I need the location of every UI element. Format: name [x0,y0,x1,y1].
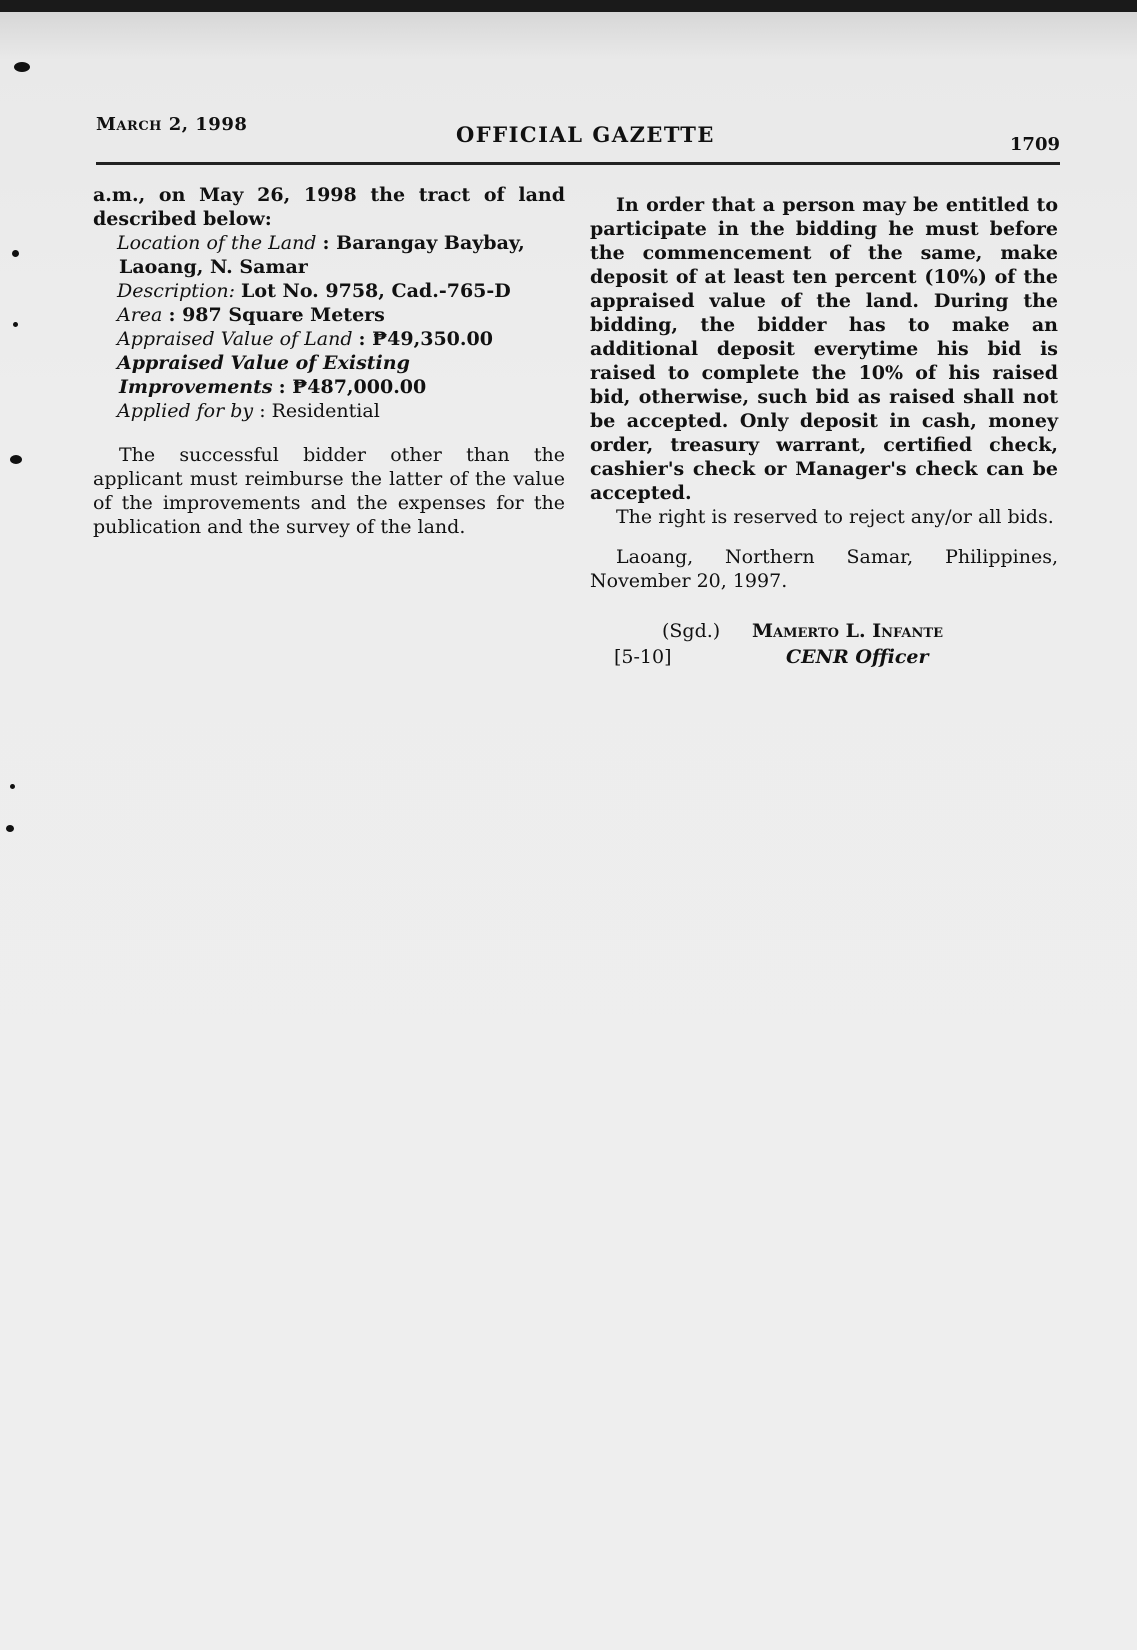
detail-value: : 987 Square Meters [168,304,385,326]
punch-hole-mark [14,62,30,72]
punch-hole-mark [13,322,18,327]
intro-text: a.m., on May 26, 1998 the tract of land described below: [93,184,565,230]
land-detail-item [93,351,565,399]
land-detail-item [93,303,565,327]
punch-hole-mark [10,455,22,464]
detail-label: Area [117,304,163,326]
detail-value: : Residential [259,400,380,422]
reservation-paragraph: The right is reserved to reject any/or all bids. [616,506,1054,528]
land-detail-item [93,231,565,279]
detail-label: Location of the Land [117,232,317,254]
detail-value: : ₱487,000.00 [278,376,427,398]
land-detail-item [93,399,565,423]
detail-value: : ₱49,350.00 [358,328,493,350]
punch-hole-mark [6,825,14,832]
detail-label: Appraised Value of Existing Improvements [117,352,410,398]
publication-code: [5-10] [614,646,672,668]
punch-hole-mark [12,250,19,257]
signed-mark: (Sgd.) [662,620,721,642]
signatory-title: CENR Officer [786,646,929,668]
bidding-deposit-paragraph: In order that a person may be entitled to participate in the bidding he must before the commencement of the same, make deposit of at least ten percent (10%) of the appraised value of the land. During the bidding, the bidder has to make an additional deposit everytime his bid is raised to complete the 10% of his raised bid, otherwise, such bid as raised shall not be accepted. Only deposit in cash, money order, treasury warrant, certified check, cashier's check or Manager's check can be accepted. [590,194,1058,504]
reimbursement-paragraph: The successful bidder other than the applicant must reimburse the latter of the value of the improvements and the expenses for the publication and the survey of the land. [93,444,565,538]
land-detail-item [93,279,565,303]
signature-block [590,619,1058,673]
land-detail-item [93,327,565,351]
detail-value: : Barangay Baybay, Laoang, N. Samar [119,232,525,278]
punch-hole-mark [10,784,15,789]
header-rule [96,162,1060,165]
detail-label: Description: [117,280,235,302]
running-header [96,108,1060,168]
place-date-line: Laoang, Northern Samar, Philippines, November 20, 1997. [590,546,1058,592]
detail-value: Lot No. 9758, Cad.-765-D [241,280,511,302]
page-number: 1709 [1009,134,1060,155]
signatory-name: Mamerto L. Infante [752,620,943,642]
detail-label: Appraised Value of Land [117,328,353,350]
scan-top-border [0,0,1137,12]
left-column [93,183,565,539]
header-date: March 2, 1998 [96,114,248,135]
publication-title: OFFICIAL GAZETTE [456,122,715,147]
detail-label: Applied for by [117,400,254,422]
right-column [590,193,1058,673]
